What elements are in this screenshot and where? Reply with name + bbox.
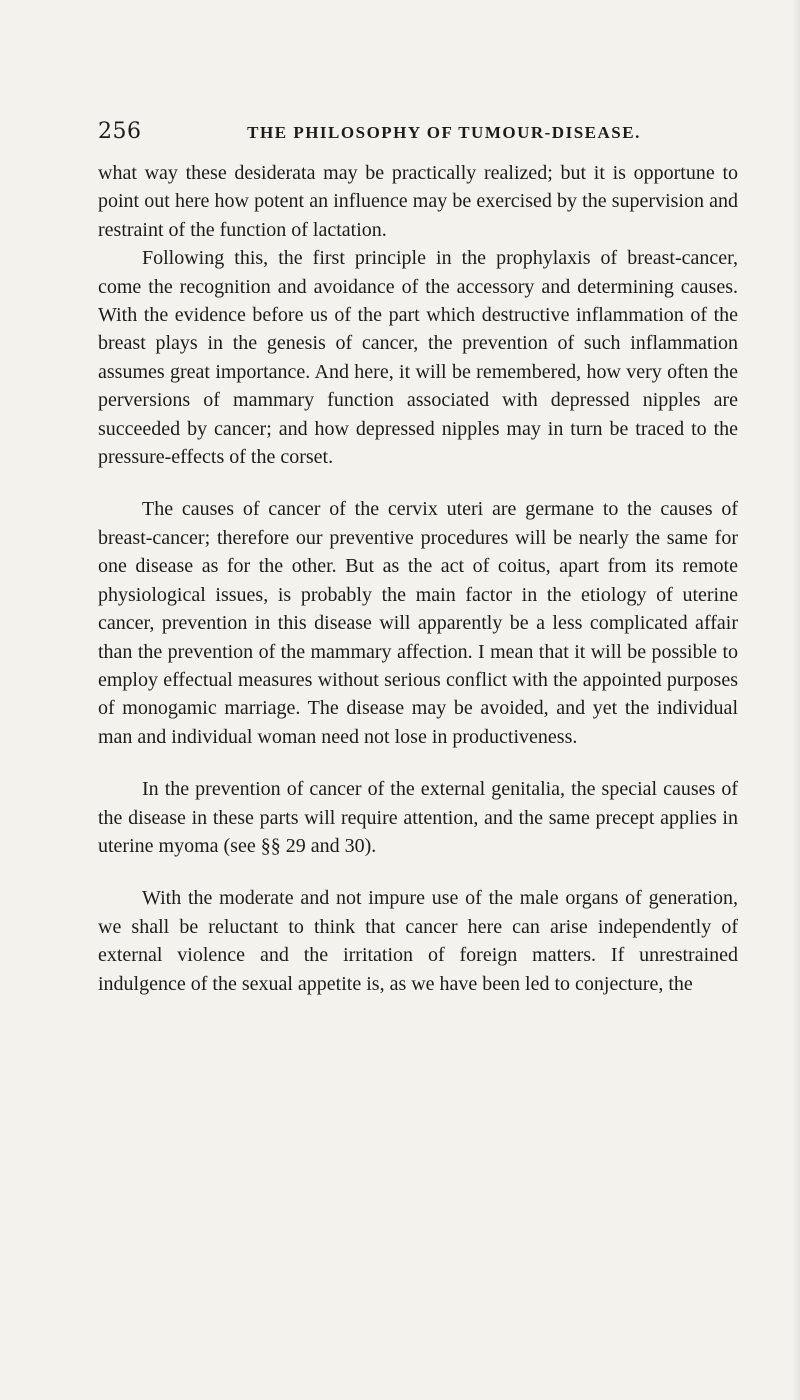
page-header: [98, 118, 738, 148]
paragraph-external-genitalia: In the prevention of cancer of the external genitalia, the special causes of the disease in these parts will require attention, and the same precept applies in uterine myoma (see §§ 29 and 30).: [98, 778, 738, 857]
paragraph-cervix-cancer: The causes of cancer of the cervix uteri are germane to the causes of breast-cancer; therefore our preventive procedures will be nearly the same for one disease as for the other. But as the act of coitus, apart from its remote physiological issues, is probably the main factor in the etiology of uterine cancer, prevention in this disease will apparently be a less complicated affair than the prevention of the mammary affection. I mean that it will be possible to employ effectual measures without serious conflict with the appointed purposes of monogamic marriage. The disease may be avoided, and yet the individual man and individual woman need not lose in productiveness.: [98, 498, 738, 748]
paragraph-breast-cancer-prevention: Following this, the first principle in the prophylaxis of breast-cancer, come the recognition and avoidance of the accessory and determining causes. With the evidence before us of the part which destructive inflammation of the breast plays in the genesis of cancer, the prevention of such inflammation assumes great importance. And here, it will be remembered, how very often the perversions of mammary function associated with depressed nipples are succeeded by cancer; and how depressed nipples may in turn be traced to the pressure-effects of the corset.: [98, 247, 738, 469]
body-text: [98, 159, 738, 998]
running-title: THE PHILOSOPHY OF TUMOUR-DISEASE.: [247, 123, 641, 142]
paragraph-male-organs: With the moderate and not impure use of the male organs of generation, we shall be reluctant to think that cancer here can arise independently of external violence and the irritation of foreign matters. If unrestrained indulgence of the sexual appetite is, as we have been led to conjecture, the: [98, 887, 738, 995]
paragraph-continued: what way these desiderata may be practically realized; but it is opportune to point out here how potent an influence may be exercised by the supervision and restraint of the function of lactation.: [98, 162, 738, 241]
page-number: 256: [98, 119, 142, 144]
page-edge-shadow: [792, 0, 800, 1400]
